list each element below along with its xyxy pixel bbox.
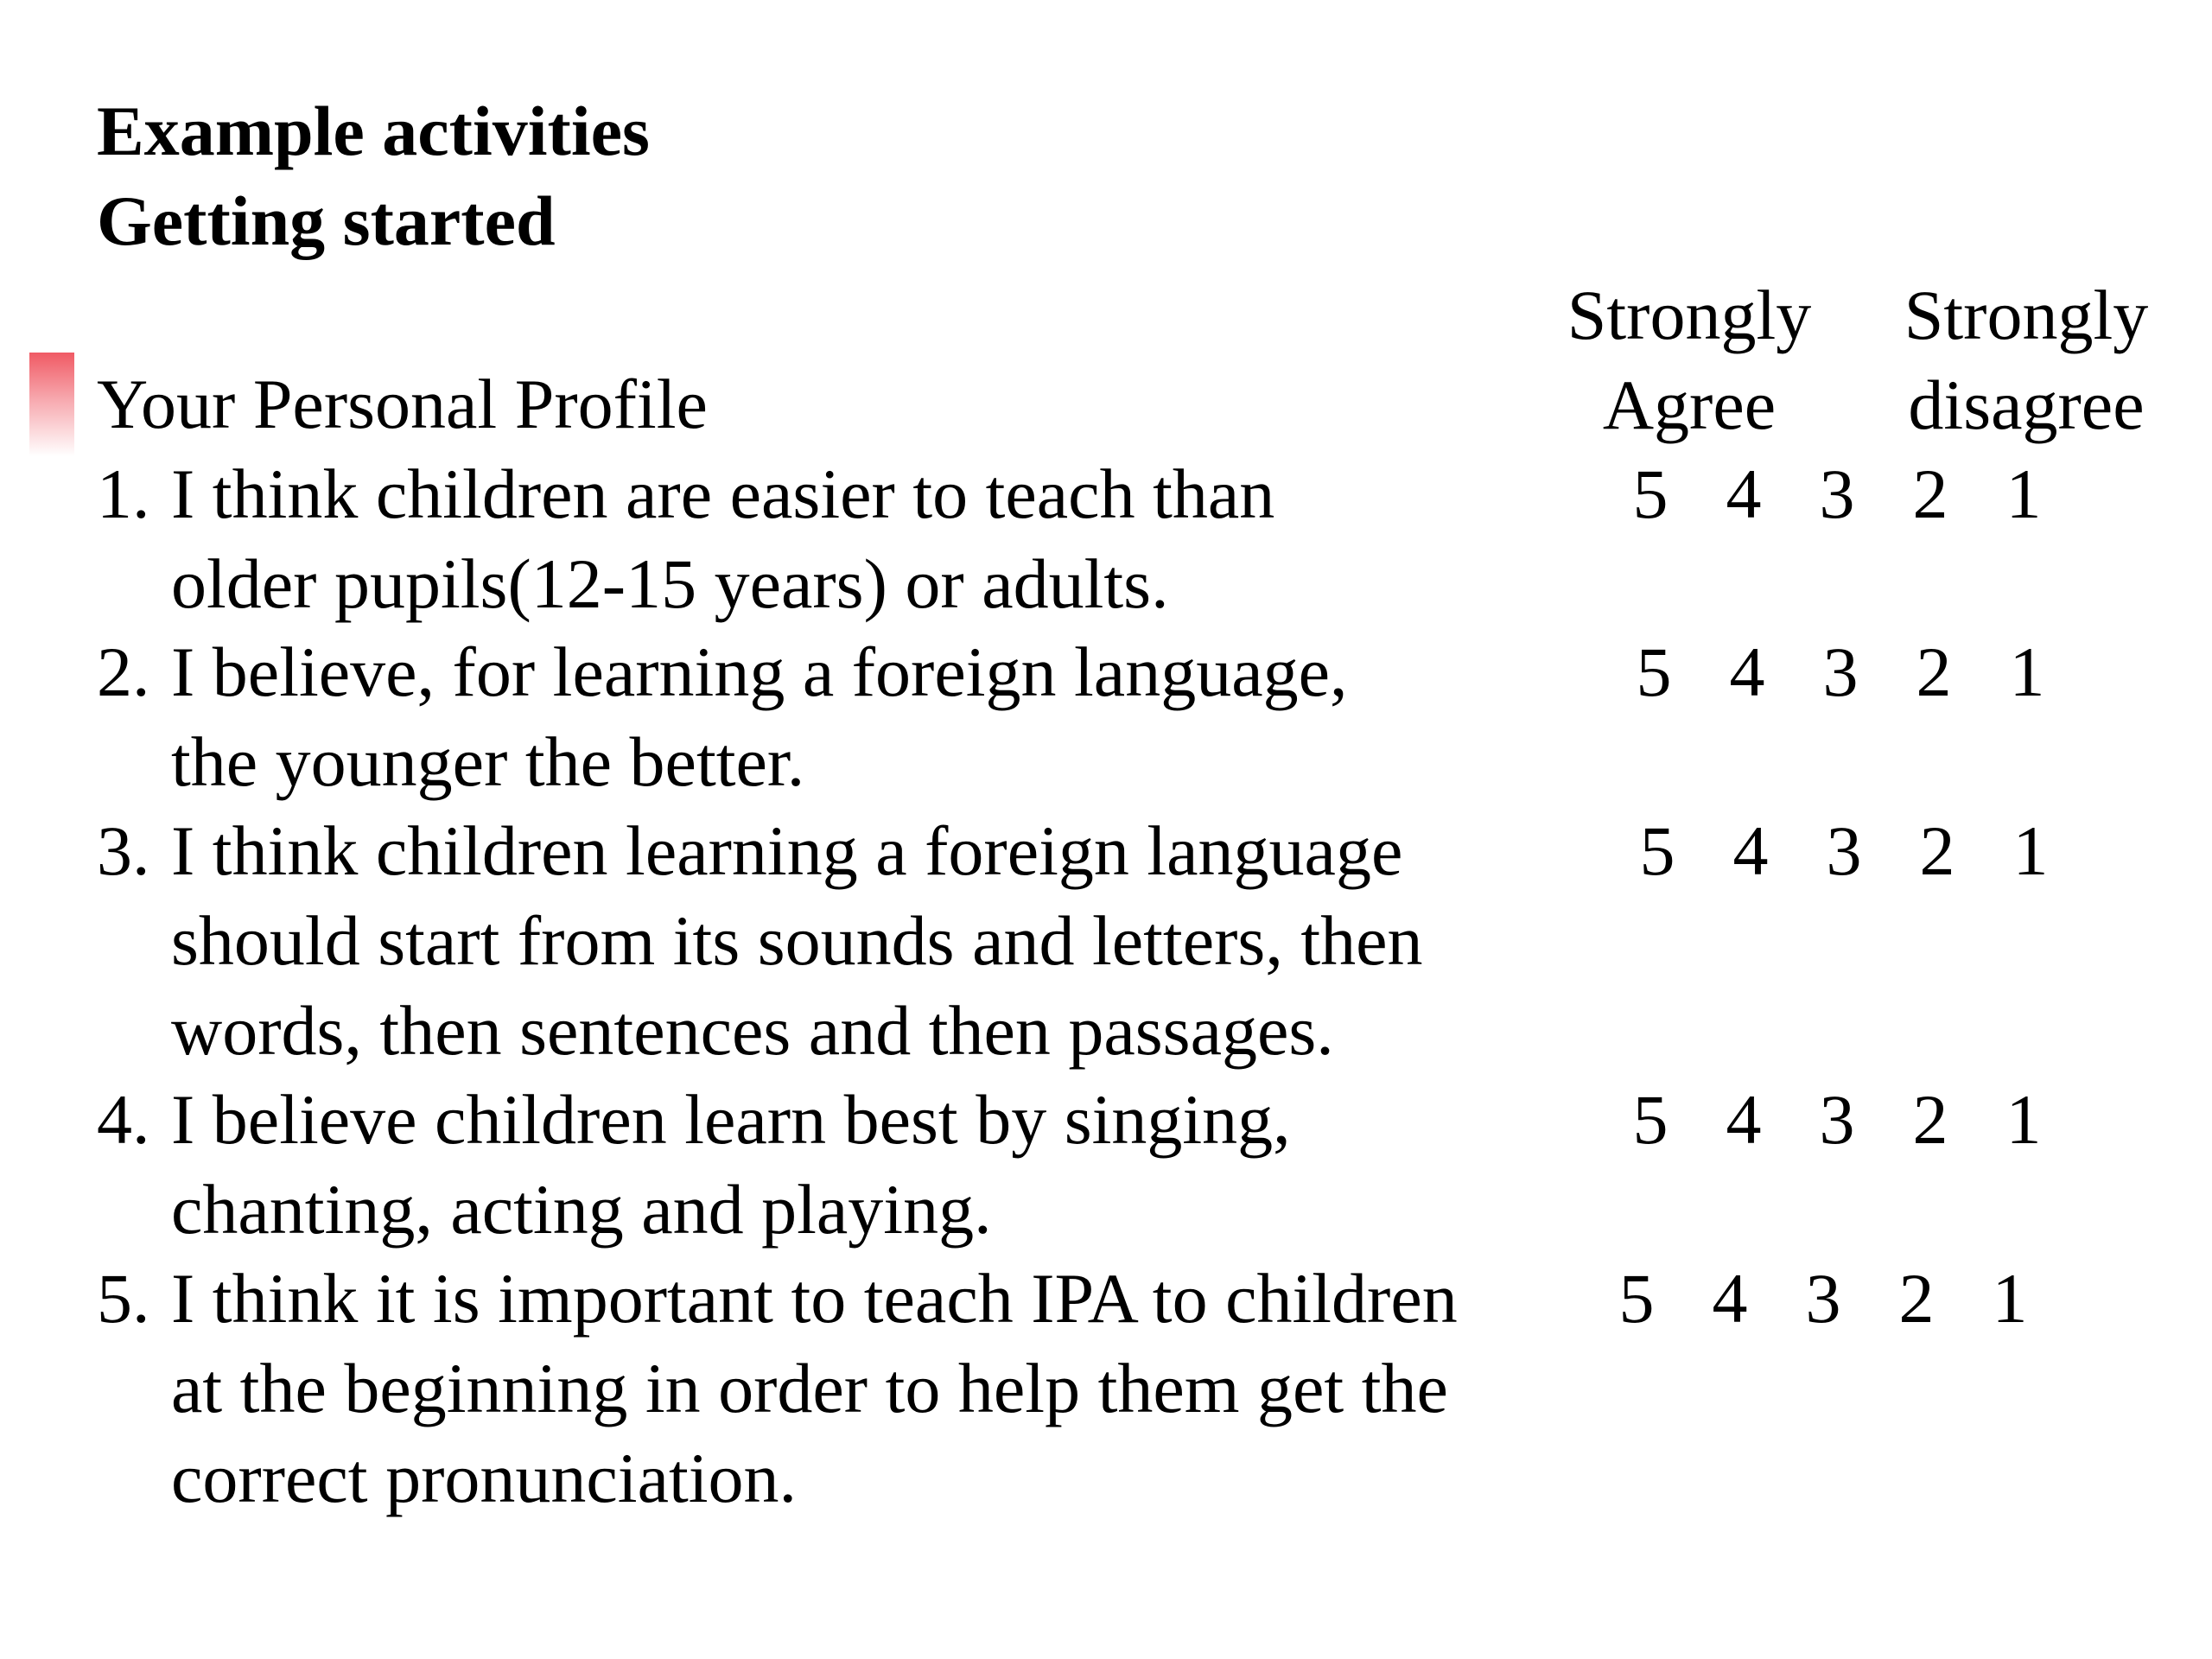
item-number: 2. — [97, 632, 150, 711]
rating-option[interactable]: 2 — [1898, 1259, 1935, 1338]
rating-option[interactable]: 2 — [1919, 811, 1955, 890]
item-text-line: the younger the better. — [171, 722, 805, 801]
survey-item-1 — [97, 449, 1274, 629]
item-number: 1. — [97, 454, 150, 533]
rating-option[interactable]: 2 — [1912, 454, 1948, 533]
rating-option[interactable]: 4 — [1726, 1080, 1762, 1159]
item-text-line: I believe children learn best by singing, — [171, 1080, 1291, 1159]
survey-item-3 — [97, 806, 1423, 1076]
item-text-line: older pupils(12-15 years) or adults. — [171, 544, 1169, 623]
accent-bar — [29, 353, 74, 456]
item-text-line: at the beginning in order to help them get the — [171, 1349, 1448, 1427]
rating-option[interactable]: 1 — [2012, 811, 2049, 890]
survey-item-2 — [97, 627, 1348, 807]
rating-option[interactable]: 1 — [1992, 1259, 2028, 1338]
item-text-line: I believe, for learning a foreign language, — [171, 632, 1348, 711]
rating-option[interactable]: 2 — [1912, 1080, 1948, 1159]
item-text-line: I think children learning a foreign language — [171, 811, 1403, 890]
rating-option[interactable]: 5 — [1618, 1259, 1655, 1338]
rating-option[interactable]: 3 — [1819, 454, 1855, 533]
rating-option[interactable]: 3 — [1819, 1080, 1855, 1159]
rating-option[interactable]: 1 — [2005, 1080, 2042, 1159]
item-text-line: chanting, acting and playing. — [171, 1170, 992, 1249]
rating-option[interactable]: 1 — [2009, 632, 2045, 711]
slide-title — [97, 86, 650, 266]
rating-option[interactable]: 3 — [1826, 811, 1862, 890]
rating-option[interactable]: 4 — [1732, 811, 1769, 890]
column-header-agree-line-1: Strongly — [1567, 276, 1812, 354]
survey-item-4 — [97, 1075, 1291, 1255]
item-number: 3. — [97, 811, 150, 890]
title-line-1: Example activities — [97, 92, 650, 170]
title-line-2: Getting started — [97, 181, 556, 260]
column-header-disagree-line-2: disagree — [1908, 365, 2145, 444]
item-number: 4. — [97, 1080, 150, 1159]
rating-option[interactable]: 3 — [1822, 632, 1859, 711]
rating-option[interactable]: 5 — [1639, 811, 1675, 890]
rating-option[interactable]: 5 — [1636, 632, 1672, 711]
item-text-line: should start from its sounds and letters, then — [171, 901, 1423, 980]
item-number: 5. — [97, 1259, 150, 1338]
column-header-strongly-agree — [1547, 270, 1832, 450]
section-title: Your Personal Profile — [97, 365, 708, 443]
item-text-line: I think it is important to teach IPA to children — [171, 1259, 1458, 1338]
rating-option[interactable]: 3 — [1805, 1259, 1841, 1338]
rating-option[interactable]: 4 — [1712, 1259, 1748, 1338]
rating-option[interactable]: 2 — [1916, 632, 1952, 711]
item-text-line: words, then sentences and then passages. — [171, 991, 1334, 1070]
item-text-line: correct pronunciation. — [171, 1439, 798, 1517]
rating-option[interactable]: 4 — [1729, 632, 1765, 711]
survey-item-5 — [97, 1254, 1458, 1523]
column-header-disagree-line-1: Strongly — [1904, 276, 2149, 354]
rating-option[interactable]: 5 — [1632, 1080, 1669, 1159]
rating-option[interactable]: 4 — [1726, 454, 1762, 533]
column-header-agree-line-2: Agree — [1602, 365, 1777, 444]
rating-option[interactable]: 5 — [1632, 454, 1669, 533]
column-header-strongly-disagree — [1884, 270, 2169, 450]
item-text-line: I think children are easier to teach than — [171, 454, 1275, 533]
rating-option[interactable]: 1 — [2005, 454, 2042, 533]
